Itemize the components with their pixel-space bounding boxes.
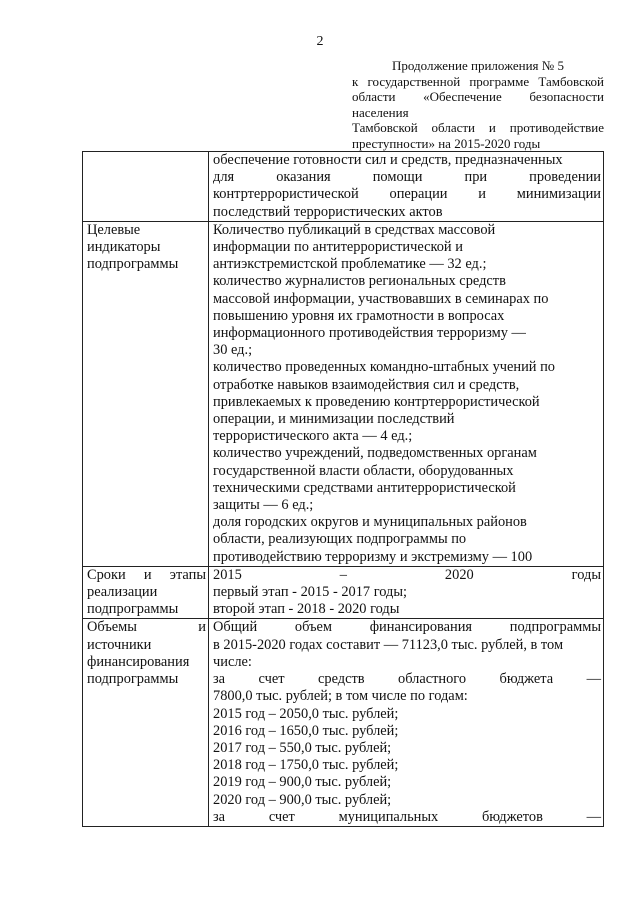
row-content-line: 2016 год – 1650,0 тыс. рублей;	[213, 722, 399, 739]
row-label-line: Сроки и этапы	[87, 566, 206, 583]
row-content-line: антиэкстремистской проблематике — 32 ед.;	[213, 256, 487, 273]
subprogram-table	[82, 151, 604, 827]
row-content-line: Общий объем финансирования подпрограммы	[213, 619, 601, 636]
row-content-line: для оказания помощи при проведении	[213, 169, 601, 186]
row-content-line: Количество публикаций в средствах массовой	[213, 221, 496, 238]
row-content-line: количество учреждений, подведомственных органам	[213, 445, 537, 462]
row-content-line: 2015 год – 2050,0 тыс. рублей;	[213, 705, 399, 722]
table-row	[83, 152, 604, 222]
row-content-line: 7800,0 тыс. рублей; в том числе по годам:	[213, 688, 468, 705]
row-content-cell	[209, 221, 604, 566]
row-content-line: террористического акта — 4 ед.;	[213, 428, 413, 445]
row-content-cell	[209, 619, 604, 826]
row-content-line: 2019 год – 900,0 тыс. рублей;	[213, 774, 392, 791]
row-content-line: количество проведенных командно-штабных учений по	[213, 359, 555, 376]
table-row	[83, 566, 604, 619]
row-content-line: государственной власти области, оборудованных	[213, 462, 514, 479]
row-label-cell	[83, 152, 209, 222]
row-label-line: источники	[87, 636, 152, 653]
annex-line: к государственной программе Тамбовской	[352, 73, 604, 89]
row-content-line: 2015 – 2020 годы	[213, 566, 601, 583]
row-content-line: 2020 год – 900,0 тыс. рублей;	[213, 791, 392, 808]
row-content-line: обеспечение готовности сил и средств, предназначенных	[213, 152, 563, 168]
row-content-line: за счет средств областного бюджета —	[213, 671, 601, 688]
row-label-cell	[83, 619, 209, 826]
row-label-cell	[83, 566, 209, 619]
annex-title: Продолжение приложения № 5	[392, 58, 564, 73]
row-content-line: в 2015-2020 годах составит — 71123,0 тыс. рублей, в том	[213, 636, 564, 653]
page-number: 2	[316, 34, 324, 49]
annex-header	[352, 58, 604, 152]
row-content-cell	[209, 566, 604, 619]
annex-line: Тамбовской области и противодействие	[352, 120, 604, 136]
row-content-line: техническими средствами антитеррористической	[213, 479, 516, 496]
row-label-line: индикаторы	[87, 239, 161, 256]
row-content-cell	[209, 152, 604, 222]
row-content-line: первый этап - 2015 - 2017 годы;	[213, 584, 408, 601]
row-content-line: защиты — 6 ед.;	[213, 497, 314, 514]
row-content-line: информационного противодействия терроризму —	[213, 325, 526, 342]
row-content-line: отработке навыков взаимодействия сил и средств,	[213, 376, 520, 393]
row-label-line: подпрограммы	[87, 601, 179, 618]
row-content-line: 2018 год – 1750,0 тыс. рублей;	[213, 757, 399, 774]
table-row	[83, 619, 604, 826]
row-content-line: доля городских округов и муниципальных районов	[213, 514, 527, 531]
row-content-line: информации по антитеррористической и	[213, 239, 463, 256]
row-content-line: массовой информации, участвовавших в семинарах по	[213, 290, 549, 307]
row-content-line: последствий террористических актов	[213, 203, 443, 220]
row-label-line: Целевые	[87, 221, 141, 238]
row-content-line: области, реализующих подпрограммы по	[213, 531, 467, 548]
row-label-cell	[83, 221, 209, 566]
annex-line: преступности» на 2015-2020 годы	[352, 135, 541, 151]
table-row	[83, 221, 604, 566]
row-content-line: за счет муниципальных бюджетов —	[213, 808, 601, 825]
row-label-line: финансирования	[87, 653, 190, 670]
row-content-line: противодействию терроризму и экстремизму — 100	[213, 548, 533, 565]
row-content-line: контртеррористической операции и минимизации	[213, 186, 601, 203]
row-content-line: привлекаемых к проведению контртеррористической	[213, 393, 540, 410]
row-content-line: повышению уровня их грамотности в вопросах	[213, 307, 505, 324]
row-content-line: операции, и минимизации последствий	[213, 411, 455, 428]
row-content-line: числе:	[213, 653, 252, 670]
row-label-line: подпрограммы	[87, 671, 179, 688]
row-label-line: Объемы и	[87, 619, 206, 636]
row-content-line: 2017 год – 550,0 тыс. рублей;	[213, 739, 392, 756]
row-label-line: подпрограммы	[87, 256, 179, 273]
row-content-line: второй этап - 2018 - 2020 годы	[213, 601, 400, 618]
annex-line: области «Обеспечение безопасности населения	[352, 89, 604, 120]
row-label-line: реализации	[87, 584, 158, 601]
row-content-line: количество журналистов региональных средств	[213, 273, 506, 290]
row-content-line: 30 ед.;	[213, 342, 253, 359]
